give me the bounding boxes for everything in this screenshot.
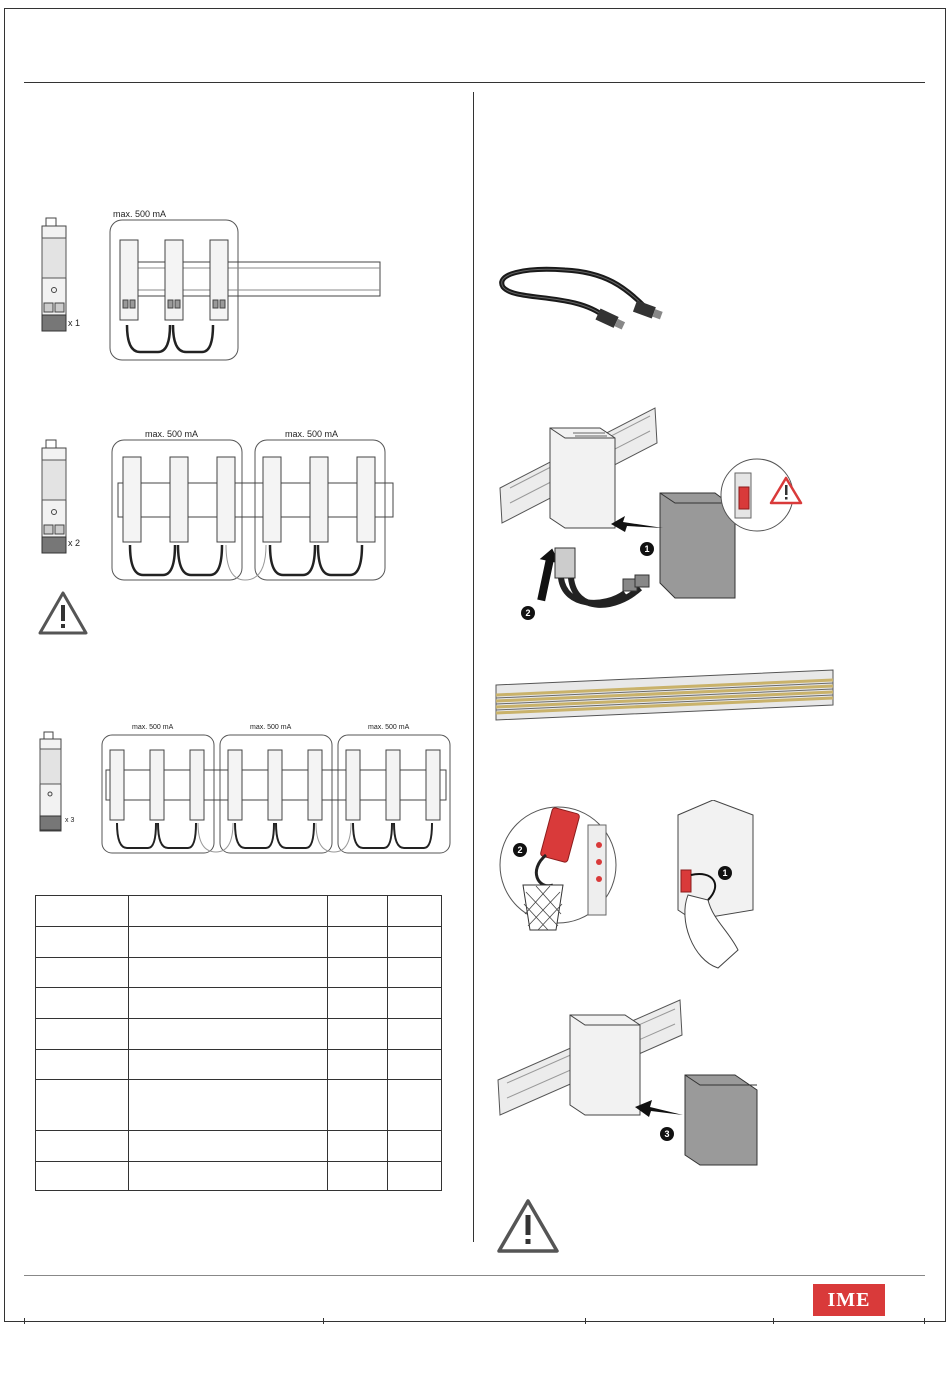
- group-current-label: max. 500 mA: [368, 724, 410, 731]
- figure-config-3: [30, 720, 470, 860]
- step-number: 2: [525, 608, 531, 618]
- figure-config-2: [30, 425, 470, 595]
- bus-cable-figure: [495, 262, 675, 347]
- step-number: 1: [722, 868, 728, 878]
- multiplier-label: x 3: [65, 817, 75, 824]
- step-number: 2: [517, 845, 523, 855]
- group-current-label: max. 500 mA: [113, 209, 167, 219]
- mounting-figure: [495, 995, 775, 1175]
- step-number: 3: [664, 1129, 670, 1139]
- specification-table: [35, 895, 442, 1191]
- arrow-icon: [635, 1100, 683, 1117]
- group-current-label: max. 500 mA: [285, 429, 339, 439]
- footer-rule: [24, 1275, 925, 1276]
- installation-figure: [495, 403, 815, 628]
- multiplier-label: x 1: [68, 318, 81, 328]
- column-divider: [473, 92, 474, 1242]
- power-supply-module: [42, 440, 66, 553]
- warning-icon: [496, 1198, 560, 1254]
- crop-mark: [585, 1318, 586, 1324]
- brand-logo: IME: [813, 1284, 885, 1316]
- step-number: 1: [644, 544, 650, 554]
- trash-bin-icon: [523, 885, 563, 930]
- crop-mark: [773, 1318, 774, 1324]
- bus-bar-figure: [493, 665, 838, 725]
- crop-mark: [924, 1318, 925, 1324]
- header-rule: [24, 82, 925, 83]
- warning-icon: [37, 590, 89, 636]
- din-rail: [120, 262, 380, 296]
- cover-removal-figure: [498, 800, 768, 970]
- power-supply-module: [40, 732, 61, 831]
- power-supply-module: [42, 218, 66, 331]
- multiplier-label: x 2: [68, 538, 81, 548]
- group-current-label: max. 500 mA: [132, 724, 174, 731]
- figure-config-1: [30, 200, 470, 370]
- crop-mark: [323, 1318, 324, 1324]
- crop-mark: [24, 1318, 25, 1324]
- group-current-label: max. 500 mA: [250, 724, 292, 731]
- arrow-icon: [611, 516, 663, 532]
- group-current-label: max. 500 mA: [145, 429, 199, 439]
